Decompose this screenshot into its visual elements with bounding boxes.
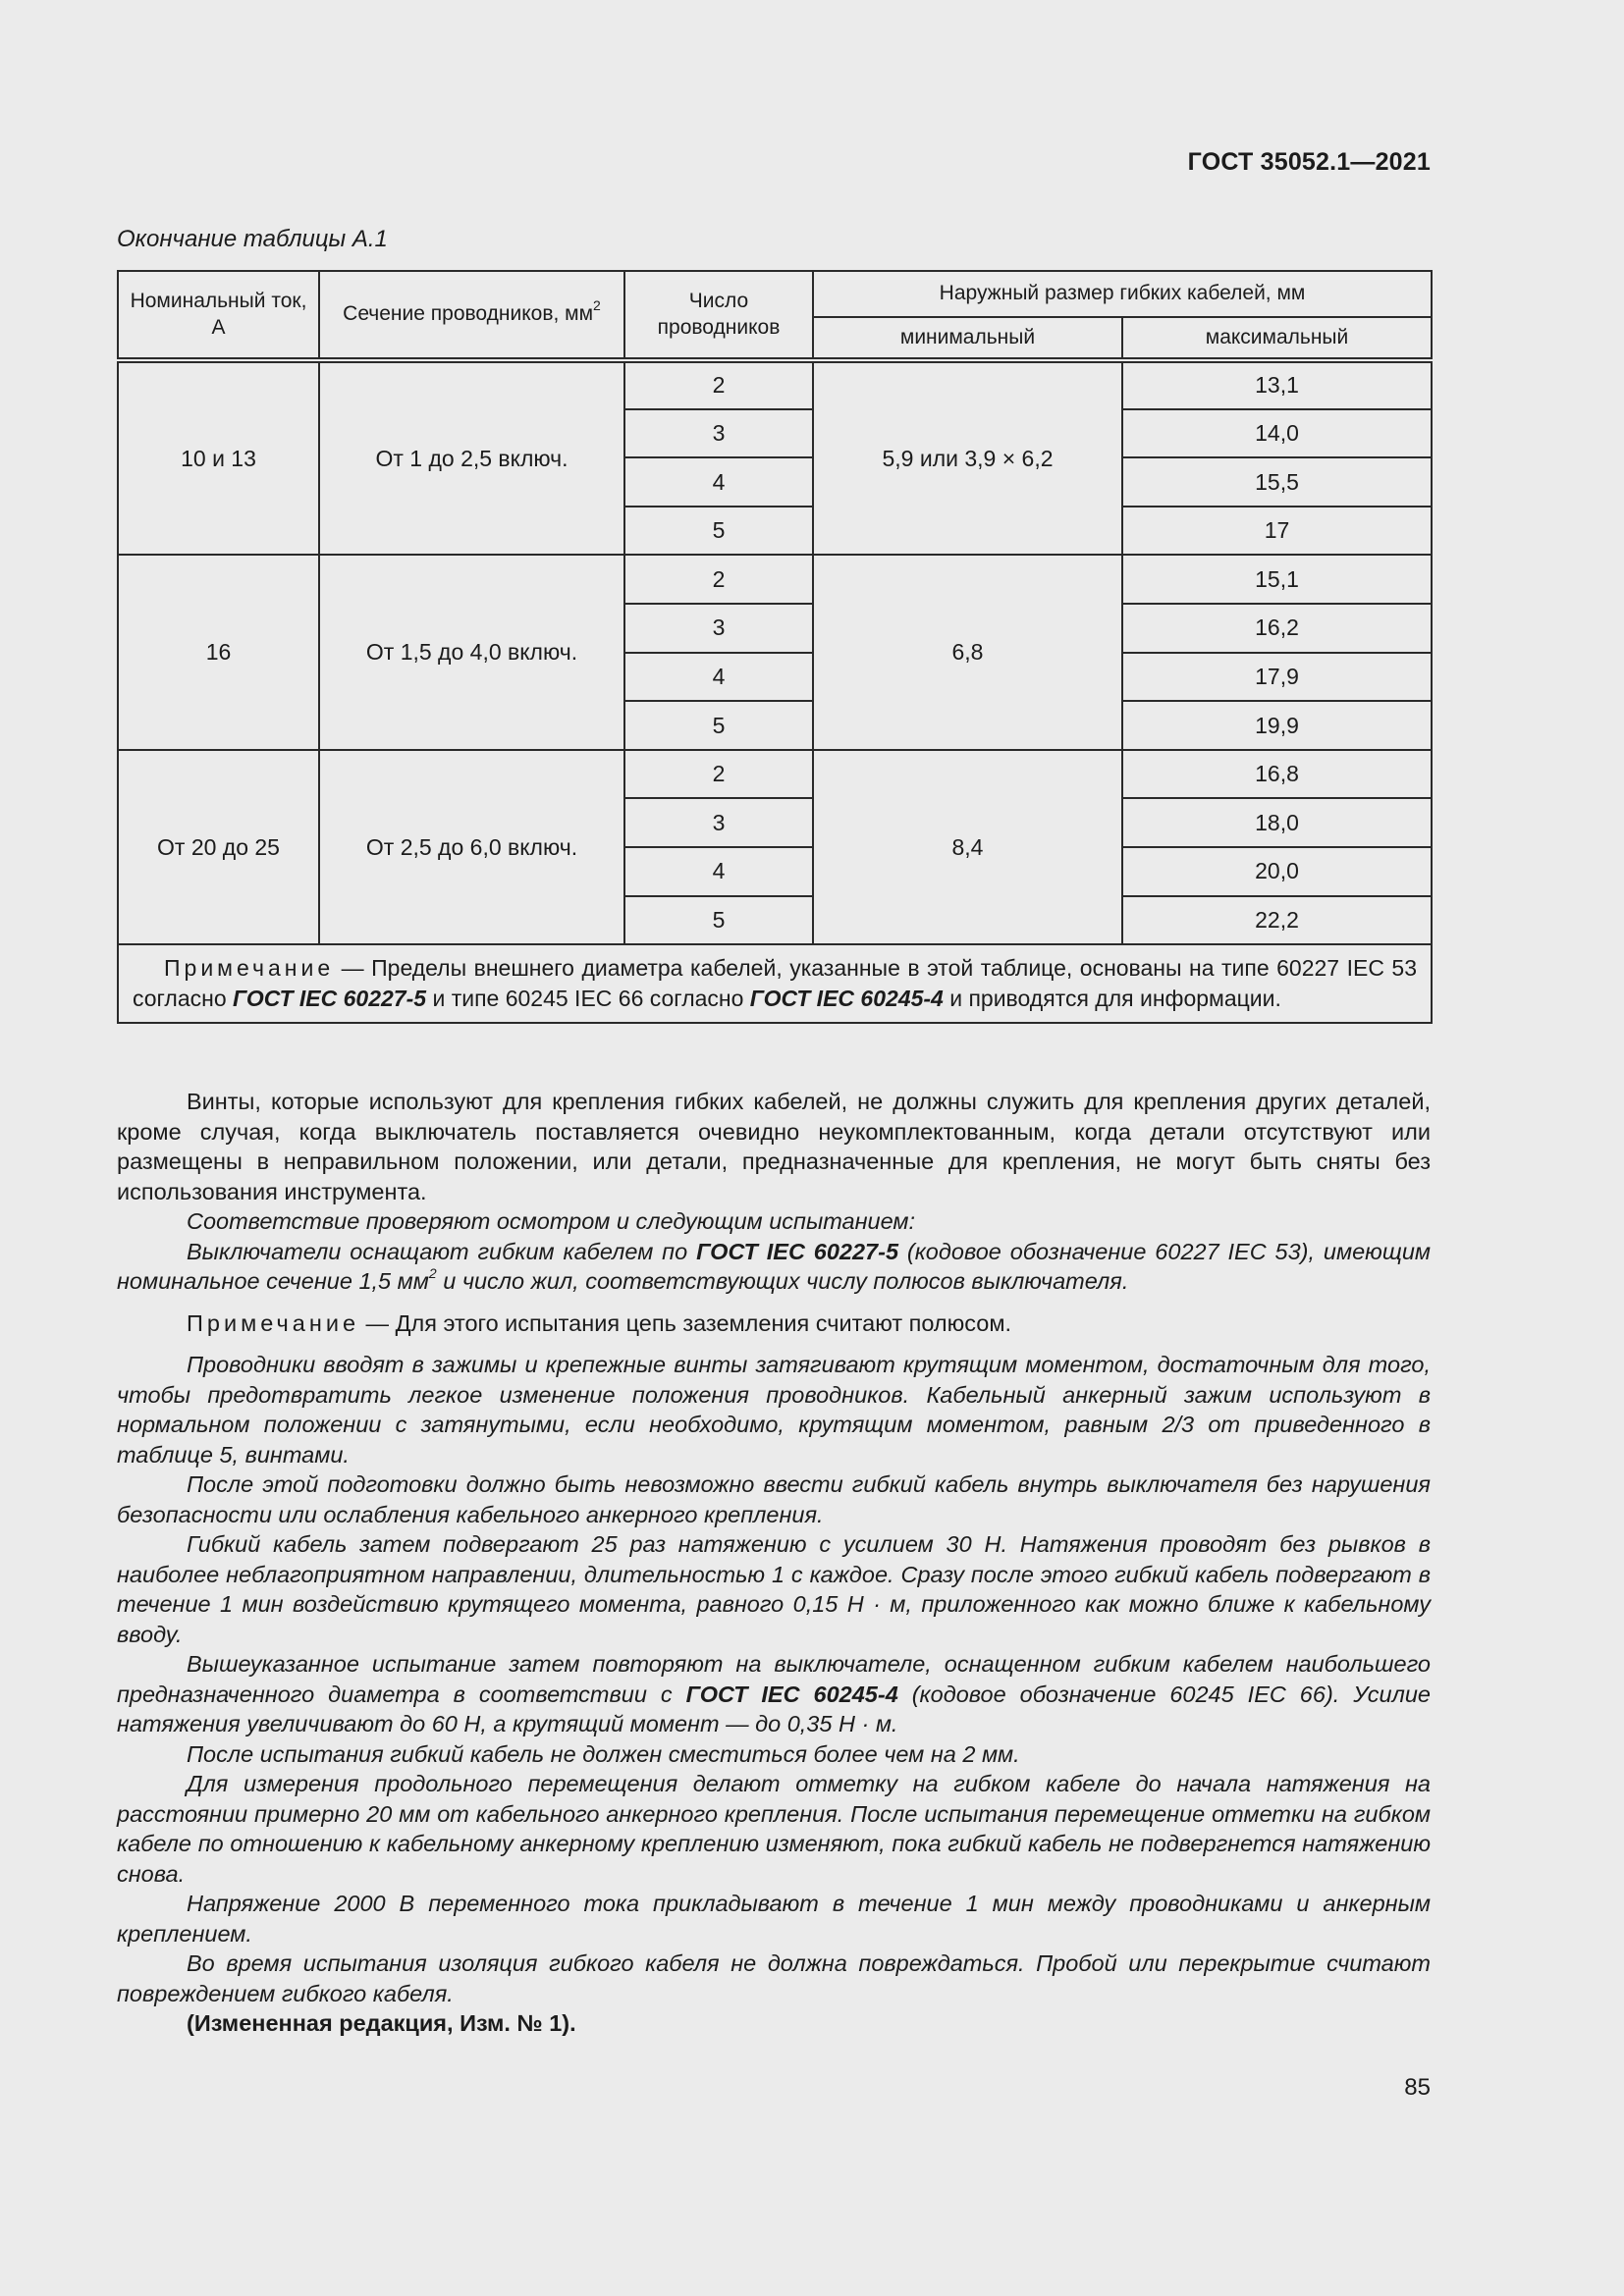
paragraph-measurement: Для измерения продольного перемещения делают отметку на гибком кабеле до начала натяжения на расстоянии примерно 20 мм от кабельного анкерного крепления. После испытания перемещение отметки на гибком кабеле по отношению к кабельному анкерному креплению изменяют, пока гибкий кабель не подвергнется натяжению снова. <box>117 1771 1431 1887</box>
cell-max: 22,2 <box>1122 896 1432 945</box>
cell-min: 5,9 или 3,9 × 6,2 <box>813 360 1122 555</box>
cell-max: 14,0 <box>1122 409 1432 458</box>
cell-conductors: 3 <box>624 798 813 847</box>
paragraph-voltage: Напряжение 2000 В переменного тока прикладывают в течение 1 мин между проводниками и анкерным креплением. <box>117 1891 1431 1947</box>
header-min: минимальный <box>813 317 1122 360</box>
cell-max: 18,0 <box>1122 798 1432 847</box>
paragraph-conductors: Проводники вводят в зажимы и крепежные винты затягивают крутящим моментом, достаточным для того, чтобы предотвратить легкое изменение положения проводников. Кабельный анкерный зажим используют в нормальном положении с затянутыми, если необходимо, крутящим моментом, равным 2/3 от приведенного в таблице 5, винтами. <box>117 1352 1431 1468</box>
table-note-row <box>118 944 1432 1023</box>
paragraph-note <box>117 1308 1431 1339</box>
cell-max: 15,5 <box>1122 457 1432 507</box>
paragraph-screws: Винты, которые используют для крепления гибких кабелей, не должны служить для крепления других деталей, кроме случая, когда выключатель поставляется очевидно неукомплектованным, когда детали отсутствуют или размещены в неправильном положении, или детали, предназначенные для крепления, не могут быть сняты без использования инструмента. <box>117 1089 1431 1204</box>
page-number: 85 <box>1404 2074 1431 2101</box>
p3-ref: ГОСТ IEC 60227-5 <box>696 1238 899 1264</box>
cell-current: 16 <box>118 555 319 749</box>
paragraph-insulation: Во время испытания изоляция гибкого кабеля не должна повреждаться. Пробой или перекрытие считают повреждением гибкого кабеля. <box>117 1950 1431 2006</box>
cell-conductors: 2 <box>624 360 813 409</box>
cell-current: 10 и 13 <box>118 360 319 555</box>
cell-conductors: 2 <box>624 555 813 604</box>
p3-sup: 2 <box>428 1265 437 1282</box>
table-row <box>118 360 1432 409</box>
paragraph-preparation: После этой подготовки должно быть невозможно ввести гибкий кабель внутрь выключателя без нарушения безопасности или ослабления кабельного анкерного крепления. <box>117 1471 1431 1527</box>
header-section-label: Сечение проводников, мм <box>343 302 594 326</box>
table-note-label: Примечание <box>164 955 335 982</box>
cell-conductors: 4 <box>624 457 813 507</box>
cell-min: 8,4 <box>813 750 1122 944</box>
cell-conductors: 3 <box>624 604 813 653</box>
p3-text-b: (кодовое обозначение 60227 IEC 53), имеющим номинальное сечение 1,5 мм <box>117 1238 1431 1294</box>
table-note-text-1: — Пределы внешнего диаметра кабелей, указанные в этой таблице, основаны на типе 60227 IEC 53 согласно <box>133 955 1418 1012</box>
cable-size-table <box>117 270 1433 1024</box>
cell-max: 16,2 <box>1122 604 1432 653</box>
header-conductors: Число проводников <box>624 271 813 360</box>
table-note-ref-1: ГОСТ IEC 60227-5 <box>233 986 427 1012</box>
header-section <box>319 271 624 360</box>
cell-max: 20,0 <box>1122 847 1432 896</box>
header-current: Номинальный ток, А <box>118 271 319 360</box>
paragraph-tension: Гибкий кабель затем подвергают 25 раз натяжению с усилием 30 Н. Натяжения проводят без рывков в наиболее неблагоприятном направлении, длительностью 1 с каждое. Сразу после этого гибкий кабель подвергают в течение 1 мин воздействию крутящего момента, равного 0,15 Н · м, приложенного как можно ближе к кабельному вводу. <box>117 1531 1431 1647</box>
cell-conductors: 3 <box>624 409 813 458</box>
cell-section: От 2,5 до 6,0 включ. <box>319 750 624 944</box>
paragraph-repeat <box>117 1649 1431 1739</box>
paragraph-amendment <box>117 2008 1431 2039</box>
note2-text: — Для этого испытания цепь заземления считают полюсом. <box>359 1309 1012 1336</box>
table-note <box>118 944 1432 1023</box>
p3-text-a: Выключатели оснащают гибким кабелем по <box>187 1238 697 1264</box>
cell-max: 17 <box>1122 507 1432 556</box>
header-outer-size: Наружный размер гибких кабелей, мм <box>813 271 1432 317</box>
cell-min: 6,8 <box>813 555 1122 749</box>
header-section-sup: 2 <box>593 297 601 314</box>
cell-max: 15,1 <box>1122 555 1432 604</box>
body-text <box>117 1087 1431 2039</box>
cell-section: От 1,5 до 4,0 включ. <box>319 555 624 749</box>
cell-max: 16,8 <box>1122 750 1432 799</box>
cell-conductors: 5 <box>624 701 813 750</box>
cell-conductors: 2 <box>624 750 813 799</box>
table-caption: Окончание таблицы А.1 <box>117 226 388 252</box>
paragraph-switches <box>117 1237 1431 1297</box>
p7-text-a: Вышеуказанное испытание затем повторяют на выключателе, оснащенном гибким кабелем наибольшего предназначенного диаметра в соответствии с <box>117 1651 1431 1707</box>
amendment-text: (Измененная редакция, Изм. № 1). <box>187 2010 576 2036</box>
cell-conductors: 5 <box>624 896 813 945</box>
p7-ref: ГОСТ IEC 60245-4 <box>685 1681 898 1707</box>
note2-label: Примечание <box>187 1309 360 1336</box>
document-standard-code: ГОСТ 35052.1—2021 <box>1187 148 1431 176</box>
cell-max: 13,1 <box>1122 360 1432 409</box>
cell-max: 19,9 <box>1122 701 1432 750</box>
table-note-ref-2: ГОСТ IEC 60245-4 <box>749 986 944 1012</box>
p7-text-b: (кодовое обозначение 60245 IEC 66). Усилие натяжения увеличивают до 60 Н, а крутящий момент — до 0,35 Н · м. <box>117 1681 1431 1736</box>
cell-max: 17,9 <box>1122 653 1432 702</box>
paragraph-displacement: После испытания гибкий кабель не должен сместиться более чем на 2 мм. <box>187 1740 1020 1767</box>
cell-conductors: 4 <box>624 653 813 702</box>
p3-text-c: и число жил, соответствующих числу полюсов выключателя. <box>436 1268 1129 1294</box>
cell-section: От 1 до 2,5 включ. <box>319 360 624 555</box>
table-row <box>118 750 1432 799</box>
cell-conductors: 4 <box>624 847 813 896</box>
cell-current: От 20 до 25 <box>118 750 319 944</box>
header-max: максимальный <box>1122 317 1432 360</box>
paragraph-compliance: Соответствие проверяют осмотром и следующим испытанием: <box>187 1208 916 1234</box>
cell-conductors: 5 <box>624 507 813 556</box>
table-row <box>118 555 1432 604</box>
table-note-text-2: и типе 60245 IEC 66 согласно <box>426 986 750 1012</box>
table-note-text-3: и приводятся для информации. <box>943 986 1281 1012</box>
